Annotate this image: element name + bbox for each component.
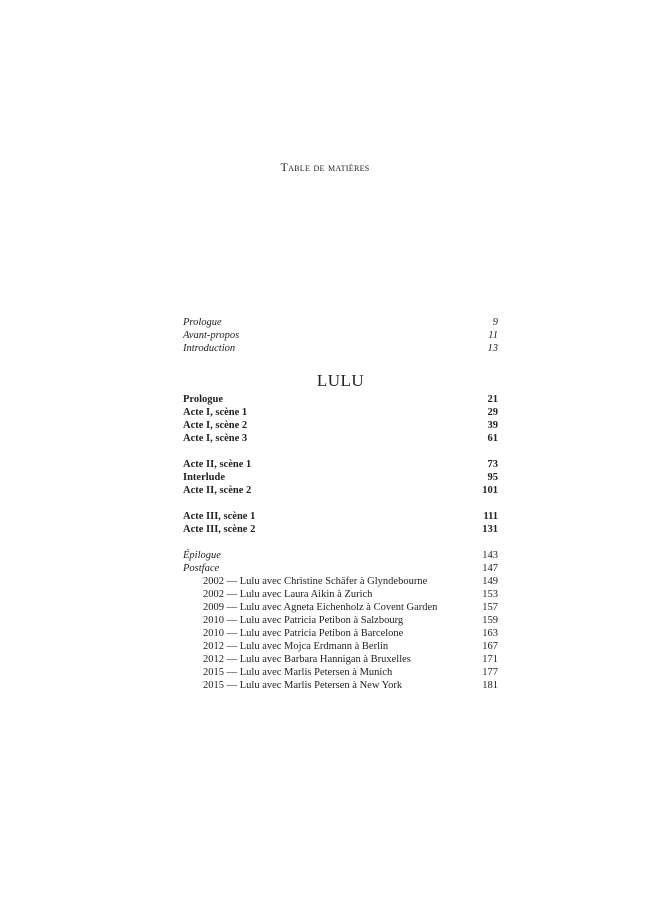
toc-entry-label: 2015 — Lulu avec Marlis Petersen à Munich — [203, 667, 393, 678]
toc-entry-page: 167 — [482, 641, 498, 652]
toc-entry-page: 177 — [482, 667, 498, 678]
toc-entry-label: Introduction — [183, 343, 236, 354]
spacer — [183, 497, 498, 510]
toc-entry-label: 2010 — Lulu avec Patricia Petibon à Barcelone — [203, 628, 404, 639]
section-title: LULU — [316, 371, 365, 390]
toc-lulu-section — [183, 367, 498, 692]
toc-subentry[interactable] — [183, 588, 498, 601]
toc-front-matter — [183, 316, 498, 355]
toc-entry-label: 2012 — Lulu avec Barbara Hannigan à Bruxelles — [203, 654, 411, 665]
toc-entry[interactable] — [183, 471, 498, 484]
toc-entry-page: 181 — [482, 680, 498, 691]
toc-entry-page: 147 — [482, 563, 498, 574]
toc-subentry[interactable] — [183, 666, 498, 679]
toc-subentry[interactable] — [183, 640, 498, 653]
toc-entry-page: 101 — [482, 485, 498, 496]
toc-entry-label: 2002 — Lulu avec Christine Schäfer à Glyndebourne — [203, 576, 428, 587]
page-title: Table de matières — [280, 160, 370, 174]
toc-entry-label: Épilogue — [183, 550, 221, 561]
toc-entry[interactable] — [183, 419, 498, 432]
toc-entry-label: Interlude — [183, 472, 225, 483]
toc-entry-page: 159 — [482, 615, 498, 626]
toc-entry-page: 143 — [482, 550, 498, 561]
toc-entry-label: Acte II, scène 1 — [183, 459, 252, 470]
toc-entry-label: Acte I, scène 2 — [183, 420, 248, 431]
toc-entry-label: Prologue — [183, 394, 224, 405]
toc-subentry[interactable] — [183, 575, 498, 588]
toc-subentry[interactable] — [183, 614, 498, 627]
toc-entry-label: Acte III, scène 1 — [183, 511, 256, 522]
toc-entry[interactable] — [183, 432, 498, 445]
toc-entry[interactable] — [183, 549, 498, 562]
toc-entry-page: 157 — [482, 602, 498, 613]
toc-entry-label: 2015 — Lulu avec Marlis Petersen à New York — [203, 680, 403, 691]
toc-entry-page: 21 — [487, 394, 498, 405]
toc-entry-page: 9 — [492, 317, 498, 328]
toc-entry-page: 73 — [487, 459, 498, 470]
toc-entry-page: 95 — [487, 472, 498, 483]
toc-entry[interactable] — [183, 484, 498, 497]
toc-entry-page: 13 — [487, 343, 498, 354]
toc-entry-label: Acte I, scène 1 — [183, 407, 248, 418]
toc-subentry[interactable] — [183, 627, 498, 640]
toc-entry-page: 163 — [482, 628, 498, 639]
toc-entry-page: 131 — [482, 524, 498, 535]
toc-entry-label: Acte II, scène 2 — [183, 485, 252, 496]
toc-entry[interactable] — [183, 523, 498, 536]
toc-entry-label: 2012 — Lulu avec Mojca Erdmann à Berlin — [203, 641, 389, 652]
toc-entry-label: Acte III, scène 2 — [183, 524, 256, 535]
toc-entry-page: 39 — [487, 420, 498, 431]
toc-entry-label: Postface — [183, 563, 220, 574]
toc-entry-label: Acte I, scène 3 — [183, 433, 248, 444]
toc-entry-page: 29 — [487, 407, 498, 418]
toc-entry-page: 153 — [482, 589, 498, 600]
toc-entry[interactable] — [183, 342, 498, 355]
toc-entry[interactable] — [183, 458, 498, 471]
toc-entry[interactable] — [183, 406, 498, 419]
toc-entry[interactable] — [183, 329, 498, 342]
toc-entry[interactable] — [183, 393, 498, 406]
toc-entry-label: Prologue — [183, 317, 222, 328]
spacer — [183, 536, 498, 549]
toc-entry-page: 11 — [488, 330, 498, 341]
toc-subentry[interactable] — [183, 601, 498, 614]
toc-entry-page: 61 — [487, 433, 498, 444]
toc-entry[interactable] — [183, 562, 498, 575]
toc-entry-page: 111 — [483, 511, 498, 522]
toc-entry-label: 2002 — Lulu avec Laura Aikin à Zurich — [203, 589, 373, 600]
toc-entry-page: 149 — [482, 576, 498, 587]
toc-entry-label: Avant-propos — [183, 330, 240, 341]
toc-subentry[interactable] — [183, 653, 498, 666]
toc-entry-label: 2009 — Lulu avec Agneta Eichenholz à Covent Garden — [203, 602, 438, 613]
toc-entry[interactable] — [183, 510, 498, 523]
toc-entry[interactable] — [183, 316, 498, 329]
toc-entry-page: 171 — [482, 654, 498, 665]
spacer — [183, 445, 498, 458]
toc-subentry[interactable] — [183, 679, 498, 692]
toc-entry-label: 2010 — Lulu avec Patricia Petibon à Salzbourg — [203, 615, 404, 626]
